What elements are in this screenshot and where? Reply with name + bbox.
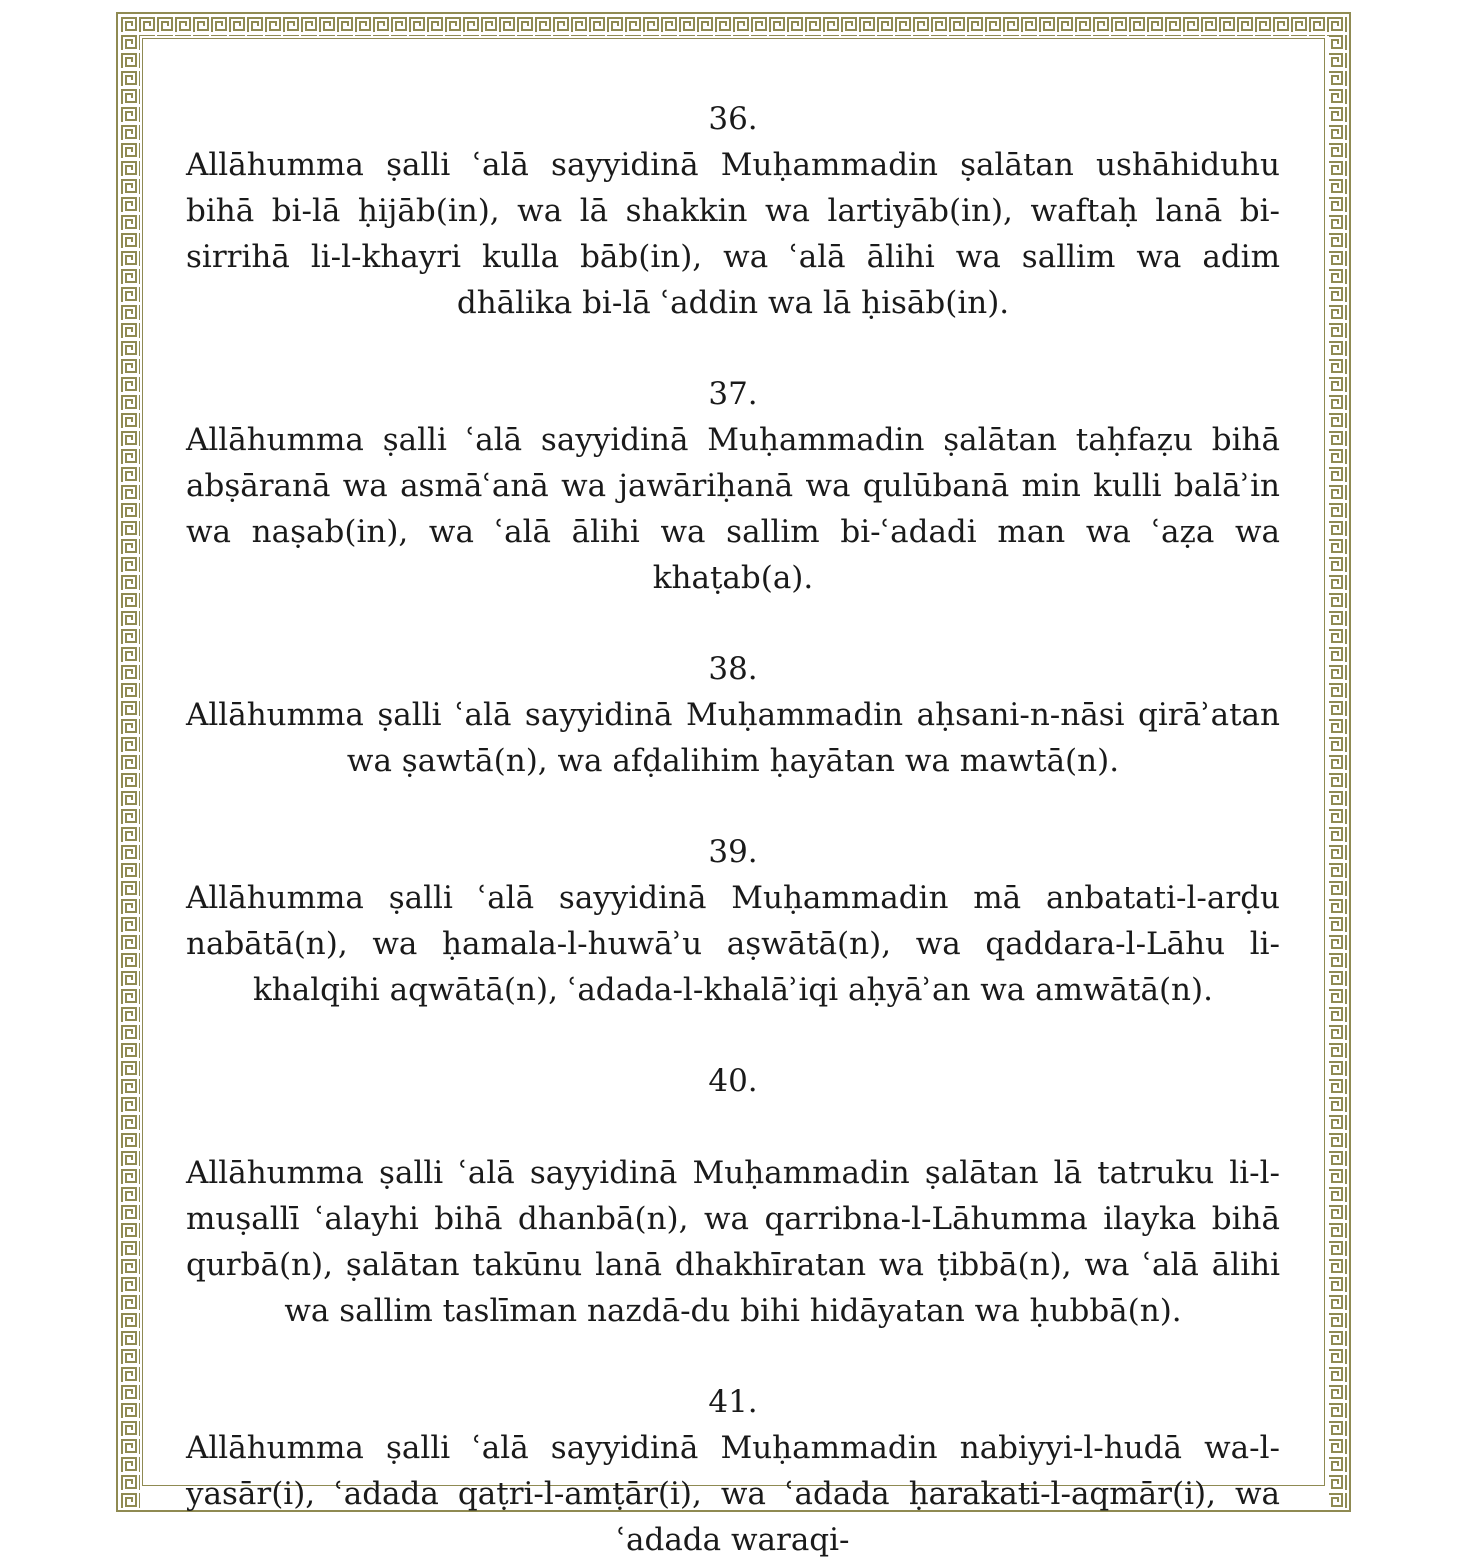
entry-number: 36. — [708, 101, 758, 137]
entry-text: Allāhumma ṣalli ʿalā sayyidinā Muḥammadin aḥsani-n-nāsi qirāʾatan wa ṣawtā(n), wa afḍalihim ḥayātan wa mawtā(n). — [186, 697, 1280, 779]
entry-text: Allāhumma ṣalli ʿalā sayyidinā Muḥammadin ṣalātan ushāhiduhu bihā bi-lā ḥijāb(in), wa lā shakkin wa lartiyāb(in), waftaḥ lanā bi-sirrihā li-l-khayri kulla bāb(in), wa ʿalā ālihi wa sallim wa adim dhālika bi-lā ʿaddin wa lā ḥisāb(in). — [186, 147, 1280, 321]
entry-number: 38. — [708, 651, 758, 687]
entry-39 — [186, 829, 1280, 1013]
entry-40 — [186, 1058, 1280, 1334]
entry-38 — [186, 646, 1280, 784]
entry-number: 41. — [708, 1384, 758, 1420]
entry-text: Allāhumma ṣalli ʿalā sayyidinā Muḥammadin mā anbatati-l-arḍu nabātā(n), wa ḥamala-l-huwāʾu aṣwātā(n), wa qaddara-l-Lāhu li-khalqihi aqwātā(n), ʿadada-l-khalāʾiqi aḥyāʾan wa amwātā(n). — [186, 880, 1280, 1008]
entry-41 — [186, 1379, 1280, 1563]
entry-number: 37. — [708, 376, 758, 412]
entry-number: 40. — [708, 1063, 758, 1099]
entry-text: Allāhumma ṣalli ʿalā sayyidinā Muḥammadin ṣalātan taḥfaẓu bihā abṣāranā wa asmāʿanā wa jawāriḥanā wa qulūbanā min kulli balāʾin wa naṣab(in), wa ʿalā ālihi wa sallim bi-ʿadadi man wa ʿaẓa wa khaṭab(a). — [186, 422, 1280, 596]
entry-text: Allāhumma ṣalli ʿalā sayyidinā Muḥammadin ṣalātan lā tatruku li-l-muṣallī ʿalayhi bihā dhanbā(n), wa qarribna-l-Lāhumma ilayka bihā qurbā(n), ṣalātan takūnu lanā dhakhīratan wa ṭibbā(n), wa ʿalā ālihi wa sallim taslīman nazdā-du bihi hidāyatan wa ḥubbā(n). — [186, 1155, 1280, 1329]
entry-number: 39. — [708, 834, 758, 870]
entry-37 — [186, 371, 1280, 601]
entry-36 — [186, 96, 1280, 326]
entry-text: Allāhumma ṣalli ʿalā sayyidinā Muḥammadin nabiyyi-l-hudā wa-l-yasār(i), ʿadada qaṭri-l-amṭār(i), wa ʿadada ḥarakati-l-aqmār(i), wa ʿadada waraqi- — [186, 1430, 1280, 1558]
document-body — [186, 96, 1280, 1563]
